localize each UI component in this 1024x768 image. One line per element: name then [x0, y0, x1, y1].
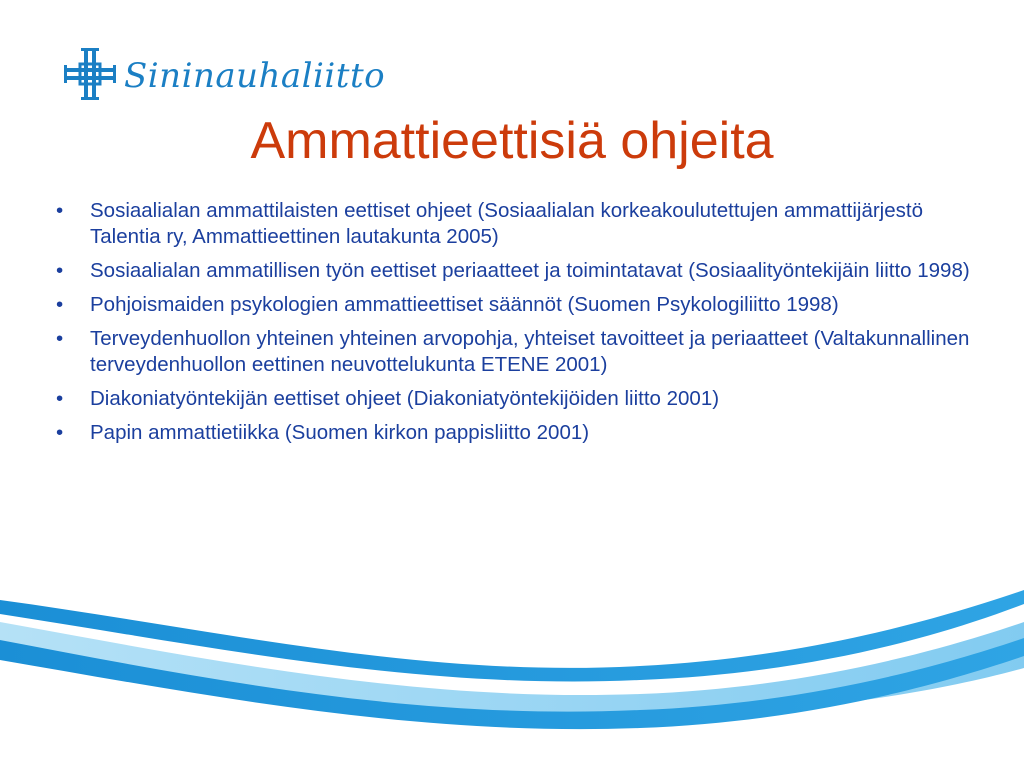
list-item — [52, 198, 972, 250]
bullet-text: Sosiaalialan ammatillisen työn eettiset periaatteet ja toimintatavat (Sosiaalityöntekijäin liitto 1998) — [90, 259, 970, 282]
bullet-text: Pohjoismaiden psykologien ammattieettiset säännöt (Suomen Psykologiliitto 1998) — [90, 293, 839, 316]
list-item — [52, 292, 972, 318]
bullet-text: Papin ammattietiikka (Suomen kirkon pappisliitto 2001) — [90, 421, 590, 444]
bullet-marker: • — [56, 199, 64, 222]
slide-title: Ammattieettisiä ohjeita — [250, 112, 774, 170]
list-item — [52, 386, 972, 412]
bullet-marker: • — [56, 259, 64, 282]
wave-decoration — [0, 570, 1024, 768]
bullet-marker: • — [56, 387, 64, 410]
bullet-list — [52, 198, 972, 454]
bullet-marker: • — [56, 293, 64, 316]
list-item — [52, 420, 972, 446]
bullet-text: Diakoniatyöntekijän eettiset ohjeet (Diakoniatyöntekijöiden liitto 2001) — [90, 387, 720, 410]
brand-name: Sininauhaliitto — [124, 56, 386, 96]
list-item — [52, 326, 972, 378]
cross-ribbon-icon — [62, 46, 118, 102]
bullet-marker: • — [56, 327, 64, 350]
bullet-marker: • — [56, 421, 64, 444]
bullet-text: Terveydenhuollon yhteinen yhteinen arvopohja, yhteiset tavoitteet ja periaatteet (Valtakunnallinen terveydenhuollon eettinen neuvottelukunta ETENE 2001) — [90, 327, 970, 376]
list-item — [52, 258, 972, 284]
bullet-text: Sosiaalialan ammattilaisten eettiset ohjeet (Sosiaalialan korkeakoulutettujen ammattijärjestö Talentia ry, Ammattieettinen lautakunta 2005) — [90, 199, 923, 248]
brand-logo — [62, 46, 385, 102]
